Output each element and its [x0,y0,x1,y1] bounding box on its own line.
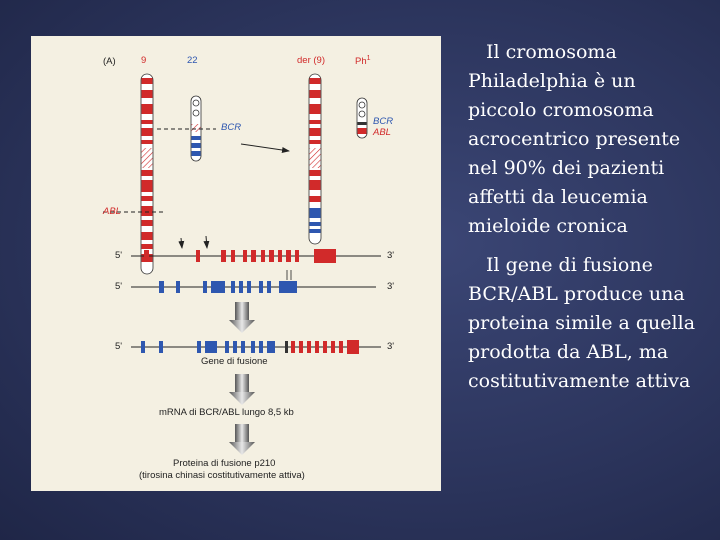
row3-three-prime: 3' [387,341,395,352]
ph-label: Ph$^1$ [355,55,371,68]
fusion-gene-label: Gene di fusione [201,356,268,367]
mrna-label: mRNA di BCR/ABL lungo 8,5 kb [159,407,294,418]
chr22-label: 22 [187,55,198,66]
chromosome-9 [103,74,166,274]
down-arrow-1 [229,302,255,333]
bcr-label: BCR [221,122,242,133]
row3-five-prime: 5' [115,341,123,352]
paragraph-fusion-gene: Il gene di fusione BCR/ABL produce una proteina simile a quella prodotta da ABL, ma costitutivamente attiva [468,254,696,392]
row1-three-prime: 3' [387,250,395,261]
row2-five-prime: 5' [115,281,123,292]
bcr-gene-row [131,270,376,293]
row1-five-prime: 5' [115,250,123,261]
chr9-label: 9 [141,55,147,66]
ph-bcr-label: BCR [373,116,394,127]
abl-label: ABL [103,206,121,217]
fusion-gene-row [131,340,381,354]
translocation-arrow [241,144,289,151]
down-arrow-2 [229,374,255,405]
figure-diagram [31,36,441,491]
ph-abl-label: ABL [373,127,391,138]
description-text [468,38,708,396]
abl-gene-row [131,236,381,263]
chromosome-philadelphia [357,98,367,138]
translocation-figure [31,36,441,491]
protein-label: Proteina di fusione p210 [173,458,276,469]
paragraph-philadelphia: Il cromosoma Philadelphia è un piccolo cromosoma acrocentrico presente nel 90% dei pazienti affetti da leucemia mieloide cronica [468,41,681,237]
chromosome-der9 [309,74,321,244]
der9-label: der (9) [297,55,325,66]
protein-sublabel: (tirosina chinasi costitutivamente attiva) [139,470,305,481]
panel-label: (A) [103,56,116,67]
down-arrow-3 [229,424,255,455]
chromosome-22 [157,96,216,161]
row2-three-prime: 3' [387,281,395,292]
